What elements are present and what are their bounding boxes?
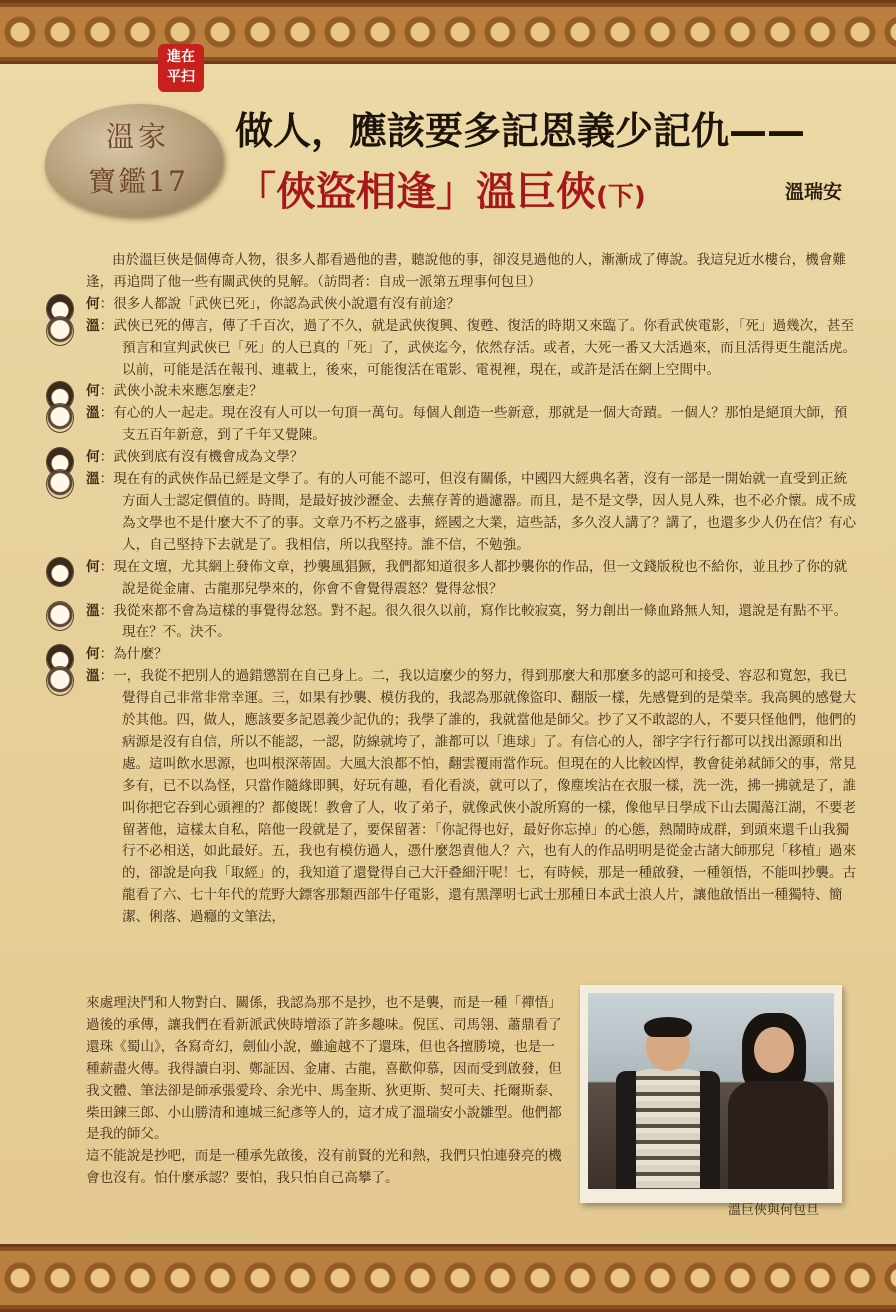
intro-paragraph: 由於溫巨俠是個傳奇人物，很多人都看過他的書，聽說他的事，卻沒見過他的人，漸漸成了傳說。我這兒近水樓台，機會難逢，再追問了他一些有關武俠的見解。（訪問者：自成一派第五理事何包旦） — [86, 252, 847, 290]
author-name: 溫瑞安 — [785, 181, 843, 203]
qa-text: 現在有的武俠作品已經是文學了。有的人可能不認可，但沒有關係，中國四大經典名著，沒有一部是一開始就一直受到正統方面人士認定價值的。時間，是最好披沙瀝金、去蕪存菁的過濾器。而且，是不是文學，因人見人殊，也不必介懷。成不成為文學也不是什麼大不了的事。文章乃不朽之盛事，經國之大業，這些話，多久沒人講了？講了，也還多少人仍在信？有心人，自己堅持下去就是了。我相信，所以我堅持。誰不信，不勉強。 — [113, 471, 857, 553]
qa-text: 我從來都不會為這樣的事覺得忿怒。對不起。很久很久以前，寫作比較寂寞，努力創出一條血路無人知，還說是有點不平。現在？不。決不。 — [113, 602, 848, 641]
scan-badge — [158, 44, 204, 92]
qa-text: 一，我從不把別人的過錯懲罰在自己身上。二，我以這麼少的努力，得到那麼大和那麼多的認可和接受、容忍和寬恕，我已覺得自己非常非常幸運。三，如果有抄襲、模仿我的，我認為那就像盜印、翻版一樣，先感覺到的是榮幸。我高興的感覺大於其他。四，做人，應該要多記恩義少記仇的；我學了誰的，我就當他是師父。抄了又不敢認的人，不要只怪他們，他們的病源是沒有自信，所以不能認，一認，防線就垮了，誰都可以「進球」了。有信心的人，卻字字行行都可以找出源頭和出處。這叫飲水思源，也叫根深蒂固。大風大浪都不怕，翻雲覆雨當作玩。但現在的人比較凶悍，教會徒弟弒師父的事，常見多有，已不以為怪，只當作隨緣即興，好玩有趣，看化看淡，就可以了，像塵埃沾在衣服一樣，洗一洗，拂一拂就是了，誰叫你把它吞到心頭裡的？都傻既！教會了人，收了弟子，就像武俠小說所寫的一樣，像他早日學成下山去闖蕩江湖，不要老留著他，這樣太自私，陪他一段就是了，要保留著：「你記得也好，最好你忘掉」的心態，熱鬧時成群，到頭來還千山我獨行不必相送，如此最好。五，我也有模仿過人，憑什麼怨責他人？六，也有人的作品明明是從金古諸大師那兒「移植」過來的，卻說是向我「取經」的，我知道了還覺得自己大汗叠細汗呢！七，有時候，那是一種啟發，一種領悟，不能叫抄襲。古龍看了六、七十年代的荒野大鏢客那類西部牛仔電影，還有黑澤明七武士那種日本武士浪人片，讓他啟悟出一種獨特、簡潔、俐落、過癮的文筆法， — [113, 668, 857, 926]
speaker: 溫 — [86, 471, 100, 488]
qa-item: 何：現在文壇，尤其網上發佈文章，抄襲風猖獗，我們都知道很多人都抄襲你的作品，但一文錢版稅也不給你，並且抄了你的就說是從金庸、古龍那兒學來的，你會不會覺得震怒？覺得忿恨？ — [86, 557, 858, 601]
speaker: 何 — [86, 558, 100, 575]
series-title: 溫家 — [105, 120, 170, 153]
qa-item: 何：為什麼？ — [86, 644, 858, 666]
qa-text: 現在文壇，尤其網上發佈文章，抄襲風猖獗，我們都知道很多人都抄襲你的作品，但一文錢版稅也不給你，並且抄了你的就說是從金庸、古龍那兒學來的，你會不會覺得震怒？覺得忿恨？ — [113, 558, 848, 597]
badge-line-1: 進在 — [167, 49, 195, 65]
qa-item: 溫：有心的人一起走。現在沒有人可以一句頂一萬句。每個人創造一些新意，那就是一個大奇蹟。一個人？那怕是絕頂大師，預支五百年新意，到了千年又覺陳。 — [86, 403, 858, 447]
speaker: 何 — [86, 646, 100, 663]
qa-text: 武俠已死的傳言，傳了千百次，過了不久，就是武俠復興、復甦、復活的時期又來臨了。你看武俠電影，「死」過幾次，甚至預言和宣判武俠已「死」的人已真的「死」了，武俠迄今，依然存活。或者，大死一番又大活過來，而且活得更生龍活虎。以前，可能是活在報刊、連載上，後來，可能復活在電影、電視裡，現在，或許是活在網上空間中。 — [113, 317, 857, 378]
qa-text: 武俠到底有沒有機會成為文學？ — [113, 449, 304, 466]
headline-part: (下) — [596, 182, 646, 212]
qa-text: 很多人都說「武俠已死」，你認為武俠小說還有沒有前途？ — [113, 295, 460, 312]
qa-item: 溫：我從來都不會為這樣的事覺得忿怒。對不起。很久很久以前，寫作比較寂寞，努力創出一條血路無人知，還說是有點不平。現在？不。決不。 — [86, 601, 858, 645]
continued-paragraph: 來處理決鬥和人物對白、關係，我認為那不是抄，也不是襲，而是一種「禪悟」過後的承傳，讓我們在看新派武俠時增添了許多趣味。倪匡、司馬翎、蕭鼎看了還珠《蜀山》，各寫奇幻，劍仙小說，雖逾越不了還珠，但也各擅勝境，也是一種薪盡火傳。我得讀白羽、鄭証因、金庸、古龍，喜歡仰慕，因而受到啟發，但我文體、筆法卻是師承張愛玲、余光中、馬奎斯、狄更斯、契可夫、托爾斯泰、柴田鍊三郎、小山勝清和連城三紀彥等人的，這才成了溫瑞安小說雛型。他們都是我的師父。 — [86, 995, 562, 1143]
author-face-icon — [46, 469, 74, 499]
speaker: 溫 — [86, 405, 100, 422]
headline-main: 「俠盜相逢」溫巨俠 — [236, 169, 596, 215]
author-face-icon — [46, 601, 74, 631]
continued-paragraph: 這不能說是抄吧，而是一種承先啟後，沒有前賢的光和熱，我們只怕連發亮的機會也沒有。怕什麼承認？要怕，我只怕自己高攀了。 — [86, 1148, 562, 1187]
qa-text: 武俠小說未來應怎麼走？ — [113, 383, 263, 400]
qa-item: 溫：現在有的武俠作品已經是文學了。有的人可能不認可，但沒有關係，中國四大經典名著，沒有一部是一開始就一直受到正統方面人士認定價值的。時間，是最好披沙瀝金、去蕪存菁的過濾器。而且，是不是文學，因人見人殊，也不必介懷。成不成為文學也不是什麼大不了的事。文章乃不朽之盛事，經國之大業，這些話，多久沒人講了？講了，也還多少人仍在信？有心人，自己堅持下去就是了。我相信，所以我堅持。誰不信，不勉強。 — [86, 469, 858, 557]
qa-item: 溫：一，我從不把別人的過錯懲罰在自己身上。二，我以這麼少的努力，得到那麼大和那麼多的認可和接受、容忍和寬恕，我已覺得自己非常非常幸運。三，如果有抄襲、模仿我的，我認為那就像盜印、翻版一樣，先感覺到的是榮幸。我高興的感覺大於其他。四，做人，應該要多記恩義少記仇的；我學了誰的，我就當他是師父。抄了又不敢認的人，不要只怪他們，他們的病源是沒有自信，所以不能認，一認，防線就垮了，誰都可以「進球」了。有信心的人，卻字字行行都可以找出源頭和出處。這叫飲水思源，也叫根深蒂固。大風大浪都不怕，翻雲覆雨當作玩。但現在的人比較凶悍，教會徒弟弒師父的事，常見多有，已不以為怪，只當作隨緣即興，好玩有趣，看化看淡，就可以了，像塵埃沾在衣服一樣，洗一洗，拂一拂就是了，誰叫你把它吞到心頭裡的？都傻既！教會了人，收了弟子，就像武俠小說所寫的一樣，像他早日學成下山去闖蕩江湖，不要老留著他，這樣太自私，陪他一段就是了，要保留著：「你記得也好，最好你忘掉」的心態，熱鬧時成群，到頭來還千山我獨行不必相送，如此最好。五，我也有模仿過人，憑什麼怨責他人？六，也有人的作品明明是從金古諸大師那兒「移植」過來的，卻說是向我「取經」的，我知道了還覺得自己大汗叠細汗呢！七，有時候，那是一種啟發，一種領悟，不能叫抄襲。古龍看了六、七十年代的荒野大鏢客那類西部牛仔電影，還有黑澤明七武士那種日本武士浪人片，讓他啟悟出一種獨特、簡潔、俐落、過癮的文筆法， — [86, 666, 858, 929]
speaker: 溫 — [86, 602, 100, 619]
series-subtitle: 寶鑑17 — [88, 165, 188, 198]
interview-photo — [580, 985, 842, 1203]
badge-line-2: 平扫 — [167, 69, 195, 85]
author-face-icon — [46, 403, 74, 433]
qa-text: 有心的人一起走。現在沒有人可以一句頂一萬句。每個人創造一些新意，那就是一個大奇蹟。一個人？那怕是絕頂大師，預支五百年新意，到了千年又覺陳。 — [113, 405, 848, 444]
speaker: 何 — [86, 383, 100, 400]
photo-scene — [588, 993, 834, 1189]
qa-text: 為什麼？ — [113, 646, 168, 663]
speaker: 溫 — [86, 668, 100, 685]
qa-item: 何：武俠到底有沒有機會成為文學？ — [86, 447, 858, 469]
headline-line-1: 做人，應該要多記恩義少記仇—— — [235, 109, 806, 153]
photo-caption: 溫巨俠與何包旦 — [728, 1203, 820, 1218]
interviewer-face-icon — [46, 557, 74, 587]
qa-item: 何：很多人都說「武俠已死」，你認為武俠小說還有沒有前途？ — [86, 294, 858, 316]
qa-item: 何：武俠小說未來應怎麼走？ — [86, 381, 858, 403]
author-face-icon — [46, 316, 74, 346]
qa-item: 溫：武俠已死的傳言，傳了千百次，過了不久，就是武俠復興、復甦、復活的時期又來臨了。你看武俠電影，「死」過幾次，甚至預言和宣判武俠已「死」的人已真的「死」了，武俠迄今，依然存活。或者，大死一番又大活過來，而且活得更生龍活虎。以前，可能是活在報刊、連載上，後來，可能復活在電影、電視裡，現在，或許是活在網上空間中。 — [86, 316, 858, 382]
top-ornamental-border — [0, 0, 896, 64]
bottom-ornamental-border — [0, 1244, 896, 1312]
speaker: 何 — [86, 295, 100, 312]
author-face-icon — [46, 666, 74, 696]
photo-person-wen — [616, 1021, 720, 1189]
speaker: 溫 — [86, 317, 100, 334]
photo-person-he — [728, 1013, 828, 1189]
article-body — [86, 250, 858, 929]
speaker: 何 — [86, 449, 100, 466]
continued-text — [86, 993, 564, 1190]
headline-line-2 — [236, 160, 646, 217]
